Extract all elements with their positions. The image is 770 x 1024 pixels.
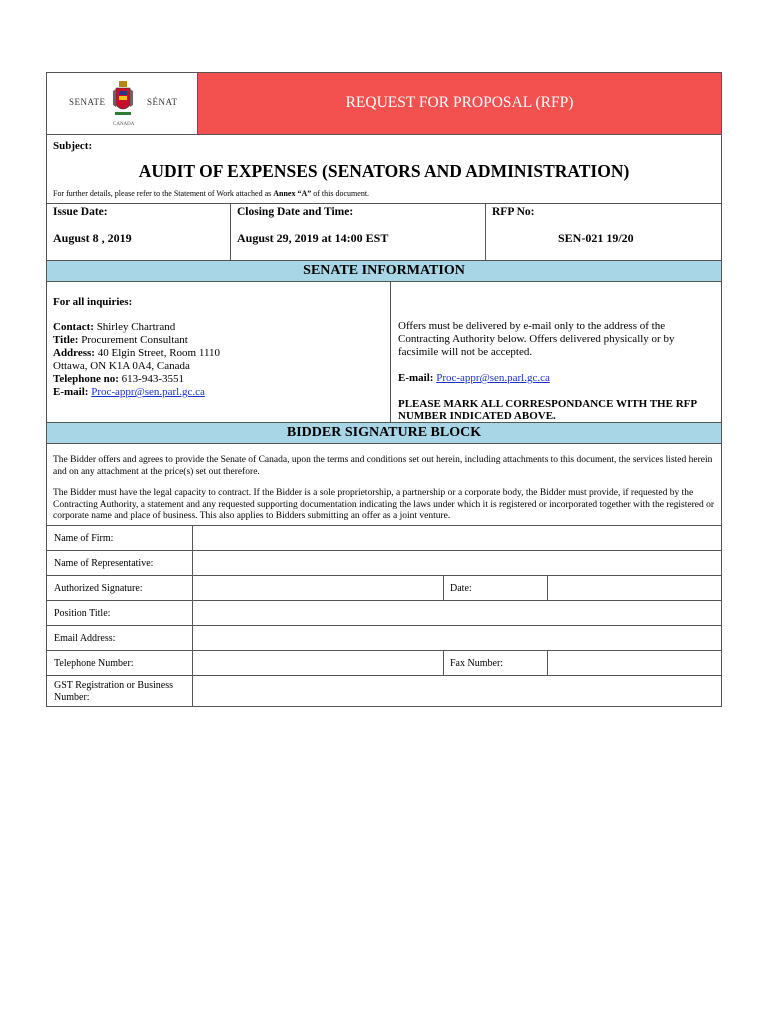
delivery-panel [391,282,721,422]
telephone-value: 613-943-3551 [118,373,184,385]
telephone-number-label: Telephone Number: [47,651,193,675]
signature-label: Authorized Signature: [47,576,193,600]
rfp-number-label: RFP No: [492,206,535,218]
details-suffix: of this document. [311,189,370,198]
offers-instructions: Offers must be delivered by e-mail only to the address of the Contracting Authority below. Offers delivered physically or by facsimile will not be accepted. [398,320,675,358]
contact-panel [47,282,391,422]
bidder-paragraph-2: The Bidder must have the legal capacity to contract. If the Bidder is a sole proprietorship, a partnership or a corporate body, the Bidder must provide, if requested by the Contracting Authority, a statement and any requested supporting documentation indicating the laws under which it is registered or incorporated together with the registered or corporate name and place of business. This also applies to Bidders submitting an offer as a joint venture. [53,488,715,521]
signature-field[interactable] [193,576,444,600]
address-label: Address: [53,347,95,359]
representative-label: Name of Representative: [47,551,193,575]
email-link[interactable]: Proc-appr@sen.parl.gc.ca [91,386,205,398]
title-value: Procurement Consultant [78,334,188,346]
details-note [53,189,369,198]
senate-information-heading: SENATE INFORMATION [47,260,721,282]
representative-field[interactable] [193,551,721,575]
subject-section [47,134,721,203]
gst-row [47,675,721,706]
email-address-field[interactable] [193,626,721,650]
closing-date-label: Closing Date and Time: [237,206,354,218]
dates-row [47,203,721,260]
closing-date-value: August 29, 2019 at 14:00 EST [237,231,389,245]
title-label: Title: [53,334,79,346]
telephone-row [47,650,721,675]
email-label: E-mail: [53,386,89,398]
signature-row [47,575,721,600]
gst-field[interactable] [193,676,721,706]
bidder-paragraph-1: The Bidder offers and agrees to provide the Senate of Canada, upon the terms and conditions set out herein, including attachments to this document, the services listed herein and on any attachment at the price(s) set out therefore. [53,455,713,477]
closing-date-cell [231,204,486,260]
audit-title: AUDIT OF EXPENSES (SENATORS AND ADMINISTRATION) [138,161,630,181]
fax-number-label: Fax Number: [444,651,548,675]
date-field[interactable] [548,576,721,600]
rfp-number-value: SEN-021 19/20 [558,231,634,245]
rfp-number-cell [486,204,721,260]
rfp-document [46,72,722,707]
document-header [47,73,721,134]
bidder-signature-heading: BIDDER SIGNATURE BLOCK [47,422,721,444]
annex-reference: Annex “A” [273,189,312,198]
logo-right-text: SÉNAT [147,97,178,107]
firm-row [47,525,721,550]
contact-details [53,321,220,399]
logo-left-text: SENATE [69,97,106,107]
date-label: Date: [444,576,548,600]
issue-date-label: Issue Date: [53,206,108,218]
firm-field[interactable] [193,526,721,550]
telephone-label: Telephone no: [53,373,119,385]
address-value: 40 Elgin Street, Room 1110 [94,347,221,359]
gst-label: GST Registration or Business Number: [47,676,193,706]
correspondence-notice: PLEASE MARK ALL CORRESPONDANCE WITH THE RFP NUMBER INDICATED ABOVE. [398,398,697,422]
senate-information-section [47,282,721,422]
issue-date-value: August 8 , 2019 [53,231,132,245]
contact-value: Shirley Chartrand [93,321,176,333]
representative-row [47,550,721,575]
telephone-number-field[interactable] [193,651,444,675]
inquiries-label: For all inquiries: [53,296,133,308]
logo-sub-text: CANADA [113,122,135,127]
bidder-text [47,444,721,525]
firm-label: Name of Firm: [47,526,193,550]
subject-label: Subject: [53,140,93,152]
position-label: Position Title: [47,601,193,625]
senate-logo [47,73,198,134]
rfp-title: REQUEST FOR PROPOSAL (RFP) [198,73,721,134]
address-city: Ottawa, ON K1A 0A4, Canada [53,360,190,372]
fax-number-field[interactable] [548,651,721,675]
email-row [47,625,721,650]
position-field[interactable] [193,601,721,625]
issue-date-cell [47,204,231,260]
delivery-email [398,372,550,384]
delivery-email-link[interactable]: Proc-appr@sen.parl.gc.ca [436,372,550,384]
contact-label: Contact: [53,321,94,333]
delivery-email-label: E-mail: [398,372,434,384]
crest-icon [113,81,133,119]
details-prefix: For further details, please refer to the Statement of Work attached as [53,189,274,198]
position-row [47,600,721,625]
email-address-label: Email Address: [47,626,193,650]
